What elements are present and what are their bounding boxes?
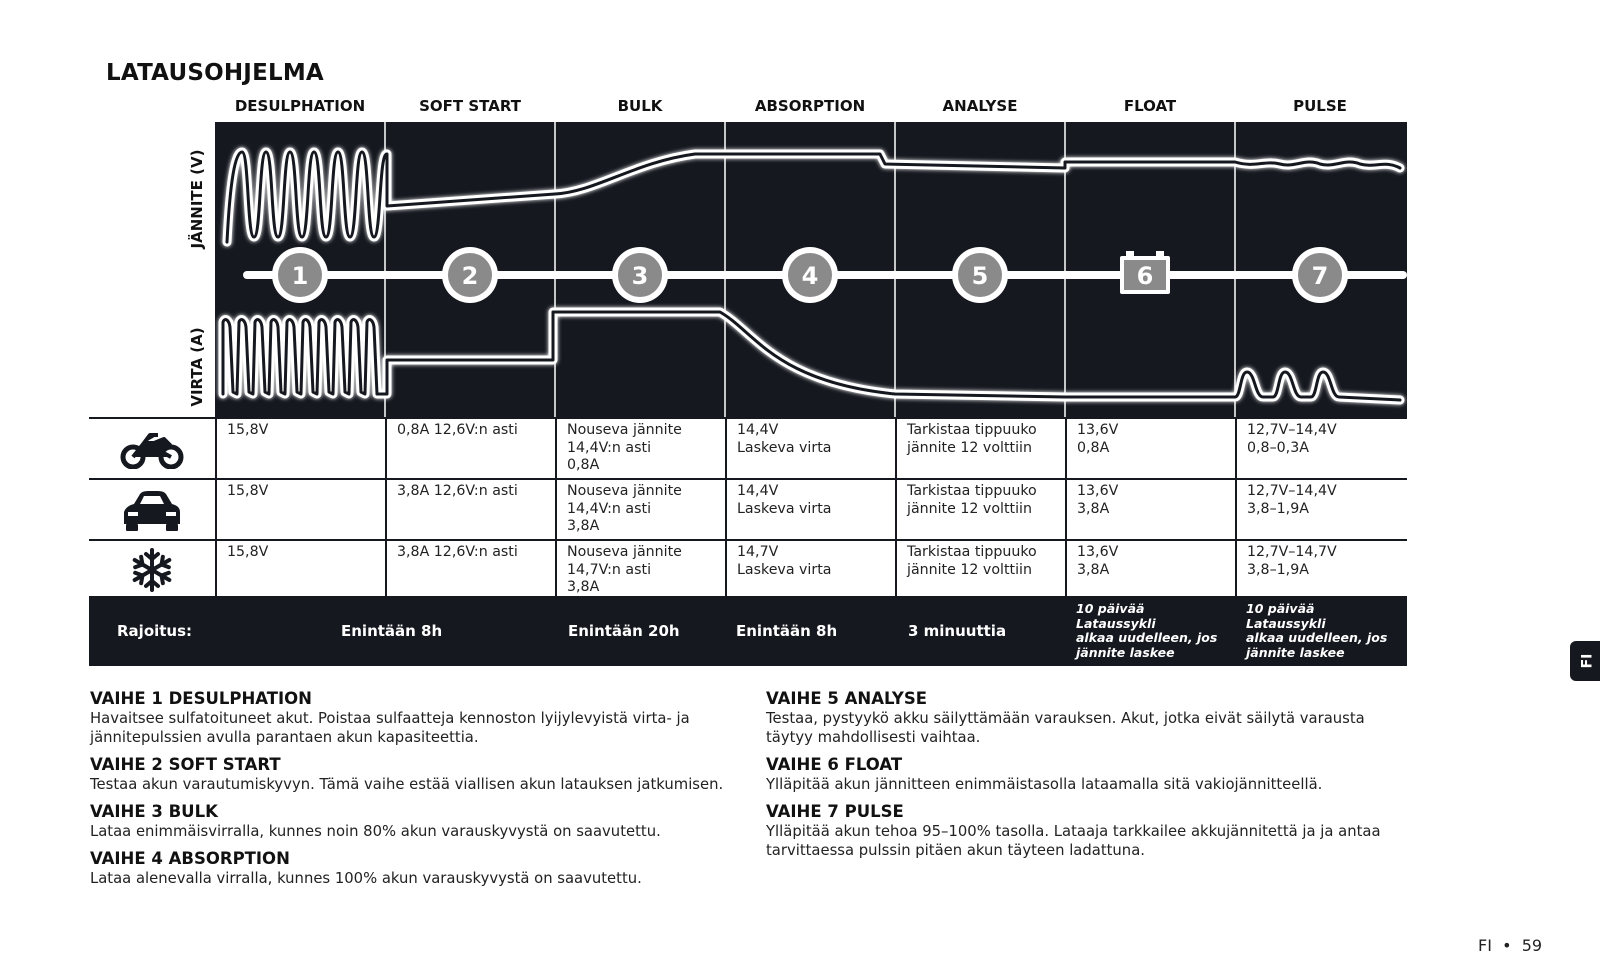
limit-value: 10 päivää Lataussykli alkaa uudelleen, jos jännite laskee <box>1246 601 1388 660</box>
stage-4-text: Lataa alenevalla virralla, kunnes 100% akun varauskyvystä on saavutettu. <box>90 870 642 887</box>
stage-6-title: VAIHE 6 FLOAT <box>766 755 903 774</box>
stage-marker-1 <box>272 247 328 303</box>
table-cell: 15,8V <box>215 419 385 478</box>
table-cell: 15,8V <box>215 541 385 598</box>
stage-marker-5 <box>952 247 1008 303</box>
stage-marker-4 <box>782 247 838 303</box>
table-cell: 0,8A 12,6V:n asti <box>385 419 555 478</box>
stage-marker-2-num: 2 <box>461 262 479 290</box>
stage-marker-1-num: 1 <box>291 262 309 290</box>
page-number: FI • 59 <box>1478 936 1543 955</box>
stage-headers <box>215 97 1407 119</box>
table-cell: Nouseva jännite 14,4V:n asti 0,8A <box>555 419 725 478</box>
stage-marker-3 <box>612 247 668 303</box>
language-tab <box>1570 641 1600 681</box>
stage-5-text: Testaa, pystyykö akku säilyttämään varauksen. Akut, jotka eivät säilytä varausta täytyy mahdollisesti vaihtaa. <box>766 710 1365 746</box>
voltage-curve <box>227 152 1400 242</box>
table-cell: Tarkistaa tippuuko jännite 12 volttiin <box>895 419 1065 478</box>
stage-marker-3-num: 3 <box>631 262 649 290</box>
stage-header-float: FLOAT <box>1123 97 1177 115</box>
stage-5-title: VAIHE 5 ANALYSE <box>766 689 928 708</box>
stage-2-title: VAIHE 2 SOFT START <box>90 755 281 774</box>
stage-descriptions-left <box>90 688 730 895</box>
stage-3-title: VAIHE 3 BULK <box>90 802 218 821</box>
stage-1-title: VAIHE 1 DESULPHATION <box>90 689 312 708</box>
stage-header-absorption: ABSORPTION <box>754 97 866 115</box>
table-cell: 13,6V 3,8A <box>1065 480 1235 539</box>
stage-header-pulse: PULSE <box>1293 97 1347 115</box>
stage-4-title: VAIHE 4 ABSORPTION <box>90 849 290 868</box>
table-row-car <box>89 480 1407 541</box>
table-cell: 14,4V Laskeva virta <box>725 419 895 478</box>
stage-marker-7-num: 7 <box>1311 262 1329 290</box>
limit-value: 3 minuuttia <box>908 622 1007 640</box>
language-tab-label: FI <box>1579 653 1595 669</box>
table-cell: 14,7V Laskeva virta <box>725 541 895 598</box>
stage-1-text: Havaitsee sulfatoituneet akut. Poistaa sulfaatteja kennoston lyijylevyistä virta- ja jännitepulssien avulla parantaen akun kapasiteettia. <box>90 710 690 746</box>
limit-label: Rajoitus: <box>117 622 193 640</box>
stage-marker-2 <box>442 247 498 303</box>
stage-header-bulk: BULK <box>617 97 663 115</box>
limit-bar <box>89 596 1407 666</box>
stage-7-title: VAIHE 7 PULSE <box>766 802 904 821</box>
motorcycle-icon <box>89 419 215 478</box>
table-cell: 12,7V–14,4V 0,8–0,3A <box>1235 419 1407 478</box>
limit-value: 10 päivää Lataussykli alkaa uudelleen, jos jännite laskee <box>1076 601 1218 660</box>
limit-value: Enintään 20h <box>568 622 680 640</box>
charging-curves <box>215 122 1407 417</box>
current-axis-label: VIRTA (A) <box>188 327 206 407</box>
table-row-motorcycle <box>89 419 1407 480</box>
table-cell: 13,6V 3,8A <box>1065 541 1235 598</box>
table-cell: Tarkistaa tippuuko jännite 12 volttiin <box>895 541 1065 598</box>
stage-marker-7 <box>1292 247 1348 303</box>
stage-6-text: Ylläpitää akun jännitteen enimmäistasolla lataamalla sitä vakiojännitteellä. <box>766 776 1323 793</box>
table-row-cold <box>89 541 1407 598</box>
stage-marker-4-num: 4 <box>801 262 819 290</box>
stage-7-text: Ylläpitää akun tehoa 95–100% tasolla. Lataaja tarkkailee akkujännitettä ja ja antaa tarvittaessa pulssin pitäen akun täyteen ladattuna. <box>766 823 1381 859</box>
table-cell: Nouseva jännite 14,4V:n asti 3,8A <box>555 480 725 539</box>
voltage-axis-label: JÄNNITE (V) <box>188 149 206 249</box>
limit-value: Enintään 8h <box>736 622 838 640</box>
stage-header-soft-start: SOFT START <box>419 97 521 115</box>
table-cell: 15,8V <box>215 480 385 539</box>
table-cell: 3,8A 12,6V:n asti <box>385 541 555 598</box>
stage-descriptions-right <box>766 688 1406 867</box>
table-cell: Tarkistaa tippuuko jännite 12 volttiin <box>895 480 1065 539</box>
page-title: LATAUSOHJELMA <box>106 60 324 86</box>
stage-2-text: Testaa akun varautumiskyvyn. Tämä vaihe estää viallisen akun latauksen jatkumisen. <box>90 776 724 793</box>
current-curve <box>223 312 1400 400</box>
charge-table <box>89 417 1407 598</box>
stage-marker-6-battery-icon <box>1120 251 1170 294</box>
limit-value: Enintään 8h <box>341 622 443 640</box>
table-cell: Nouseva jännite 14,7V:n asti 3,8A <box>555 541 725 598</box>
stage-3-text: Lataa enimmäisvirralla, kunnes noin 80% akun varauskyvystä on saavutettu. <box>90 823 661 840</box>
table-cell: 12,7V–14,4V 3,8–1,9A <box>1235 480 1407 539</box>
table-cell: 14,4V Laskeva virta <box>725 480 895 539</box>
stage-header-desulphation: DESULPHATION <box>234 97 366 115</box>
table-cell: 12,7V–14,7V 3,8–1,9A <box>1235 541 1407 598</box>
car-icon <box>89 480 215 539</box>
table-cell: 3,8A 12,6V:n asti <box>385 480 555 539</box>
table-cell: 13,6V 0,8A <box>1065 419 1235 478</box>
stage-marker-6-num: 6 <box>1136 262 1154 290</box>
snowflake-icon <box>89 541 215 598</box>
charging-diagram <box>215 122 1407 417</box>
stage-marker-5-num: 5 <box>971 262 989 290</box>
stage-header-analyse: ANALYSE <box>942 97 1018 115</box>
